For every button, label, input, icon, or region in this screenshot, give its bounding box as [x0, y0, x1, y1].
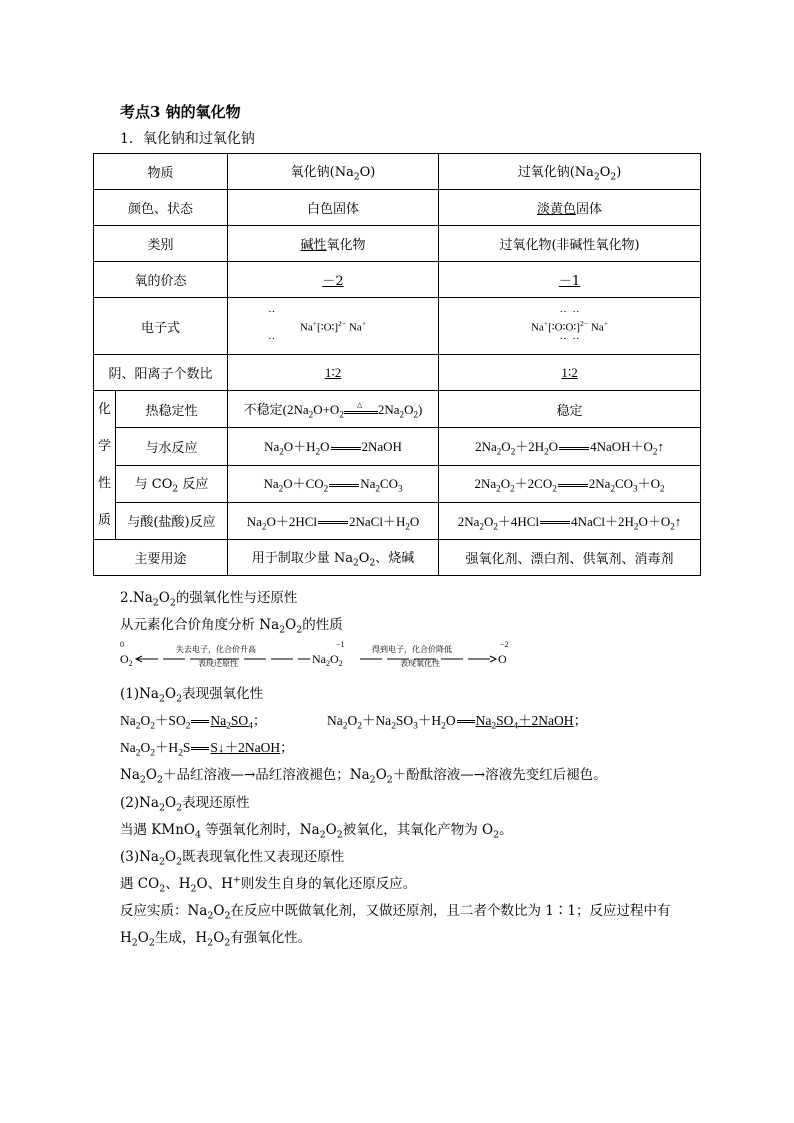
row-label-electron: 电子式 [94, 298, 228, 355]
row-label-acid: 与酸(盐酸)反应 [116, 502, 228, 539]
row-label-color: 颜色、状态 [94, 190, 228, 226]
table-row [94, 428, 701, 465]
p4-text-1: 反应实质：$Na_2O_2$在反应中既做氧化剂，又做还原剂，且二者个数比为 1∶1；反应过程中有 [120, 903, 671, 922]
cell-na2o-thermal: 不稳定($2Na_2O+O_2$ △ $2Na_2O_2$) [228, 391, 439, 428]
row-label-uses: 主要用途 [94, 540, 228, 576]
p4-text-2: $H_2O_2$生成，$H_2O_2$有强氧化性。 [120, 930, 312, 949]
row-label-ratio: 阴、阳离子个数比 [94, 355, 228, 391]
svg-text:O2: $O_2$ [120, 652, 133, 668]
cell-na2o-electron: ·· Na+[∶O∶]$^{2-}$ Na+ ·· [228, 298, 439, 355]
svg-text:得到电子，化合价降低: 得到电子，化合价降低 [372, 645, 452, 654]
cell-na2o2-acid: $2Na_2O_2+4HCl$ $4NaCl+2H_2O+O_2↑$ [439, 502, 701, 539]
p2-text: 当遇 KMnO$_4$ 等强氧化剂时，$Na_2O_2$被氧化，其氧化产物为 $O_2$。 [120, 822, 513, 841]
cell-na2o2-color: 淡黄色固体 [439, 190, 701, 226]
svg-text:−1: −1 [336, 640, 345, 649]
comparison-table [93, 153, 701, 576]
cell-na2o-uses: 用于制取少量 $Na_2O_2$、烧碱 [228, 540, 439, 576]
cell-na2o-acid: $Na_2O+2HCl$ $2NaCl+H_2O$ [228, 502, 439, 539]
cell-na2o-valence: －2 [228, 262, 439, 298]
section2-intro: 从元素化合价角度分析 $Na_2O_2$的性质 [120, 617, 343, 636]
cell-na2o2-uses: 强氧化剂、漂白剂、供氧剂、消毒剂 [439, 540, 701, 576]
cell-na2o2-category: 过氧化物(非碱性氧化物) [439, 226, 701, 262]
p3-text: 遇 $CO_2$、$H_2O$、H+则发生自身的氧化还原反应。 [120, 874, 417, 895]
valence-diagram [120, 639, 520, 669]
table-row [94, 262, 701, 298]
p2-title: $(2)Na_2O_2$表现还原性 [120, 795, 250, 814]
p1-eq-1: $Na_2O_2+SO_2$ $Na_2SO_4$； [120, 713, 267, 732]
header-na2o: 氧化钠$(Na_2O)$ [228, 154, 439, 190]
section2-title: $2.Na_2O_2$的强氧化性与还原性 [120, 590, 298, 609]
table-row [94, 226, 701, 262]
header-na2o2: 过氧化钠$(Na_2O_2)$ [439, 154, 701, 190]
table-caption: 1．氧化钠和过氧化钠 [120, 131, 255, 147]
table-row [94, 465, 701, 502]
svg-text:−2: −2 [500, 640, 509, 649]
table-row [94, 190, 701, 226]
table-row [94, 355, 701, 391]
row-label-co2: 与 $CO_2$ 反应 [116, 465, 228, 502]
cell-na2o-category: 碱性氧化物 [228, 226, 439, 262]
cell-na2o2-ratio: 1∶2 [439, 355, 701, 391]
row-label-category: 类别 [94, 226, 228, 262]
table-row [94, 540, 701, 576]
cell-na2o2-electron: ·· ·· Na+[∶O∶O∶]$^{2-}$ Na+ ·· ·· [439, 298, 701, 355]
cell-na2o-co2: $Na_2O+CO_2$ $Na_2CO_3$ [228, 465, 439, 502]
svg-text:失去电子，化合价升高: 失去电子，化合价升高 [176, 645, 256, 654]
section-heading: 考点3 钠的氧化物 [120, 103, 241, 121]
cell-na2o-ratio: 1∶2 [228, 355, 439, 391]
cell-na2o-water: $Na_2O+H_2O$ 2NaOH [228, 428, 439, 465]
cell-na2o-color: 白色固体 [228, 190, 439, 226]
svg-text:表现还原性: 表现还原性 [198, 659, 238, 668]
cell-na2o2-water: $2Na_2O_2+2H_2O$ $4NaOH+O_2↑$ [439, 428, 701, 465]
row-label-water: 与水反应 [116, 428, 228, 465]
svg-text:0: 0 [120, 640, 124, 649]
p3-title: $(3)Na_2O_2$既表现氧化性又表现还原性 [120, 849, 345, 868]
svg-text:表现氧化性: 表现氧化性 [400, 659, 440, 668]
p1-title: $(1)Na_2O_2$表现强氧化性 [120, 686, 264, 705]
p1-eq-2: $Na_2O_2+Na_2SO_3+H_2O$ $Na_2SO_4+2NaOH$； [327, 713, 588, 732]
svg-text:Na2O2: $Na_2O_2$ [312, 652, 343, 668]
svg-text:O: O [498, 652, 507, 666]
cell-na2o2-thermal: 稳定 [439, 391, 701, 428]
cell-na2o2-co2: $2Na_2O_2+2CO_2$ $2Na_2CO_3+O_2$ [439, 465, 701, 502]
row-label-thermal: 热稳定性 [116, 391, 228, 428]
table-row [94, 502, 701, 539]
table-row [94, 298, 701, 355]
p1-text: $Na_2O_2+$品红溶液—→品红溶液褪色；$Na_2O_2+$酚酞溶液—→溶液先变红后褪色。 [120, 767, 607, 786]
table-row [94, 391, 701, 428]
row-label-valence: 氧的价态 [94, 262, 228, 298]
header-substance: 物质 [94, 154, 228, 190]
table-row [94, 154, 701, 190]
chem-property-group: 化 学 性 质 [94, 391, 116, 540]
cell-na2o2-valence: －1 [439, 262, 701, 298]
p1-eq-3: $Na_2O_2+H_2S$ S↓＋2NaOH； [120, 740, 294, 759]
